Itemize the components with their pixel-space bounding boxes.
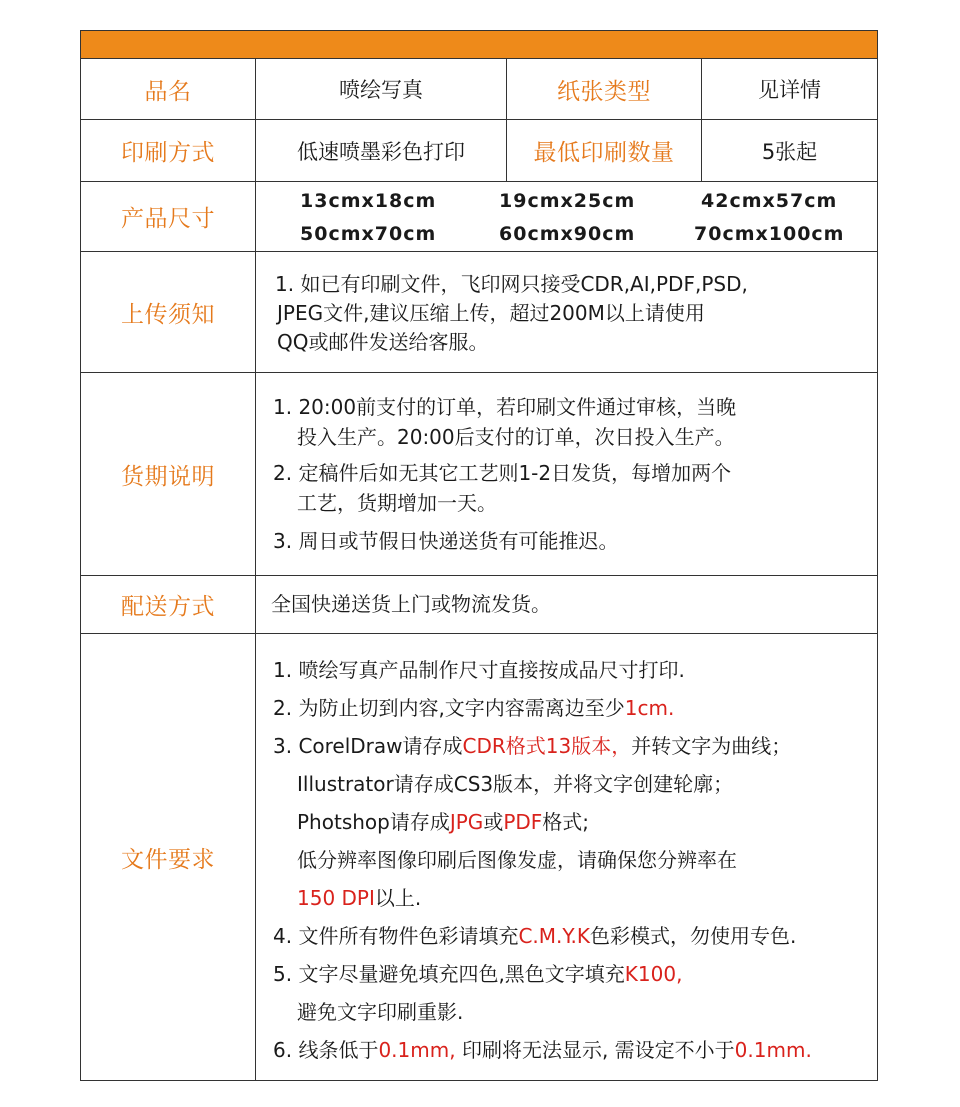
- size-item: 42cmx57cm: [701, 190, 838, 212]
- label-delivery-time: 货期说明: [121, 463, 215, 490]
- label-print-method: 印刷方式: [121, 140, 215, 166]
- row-sizes: [81, 182, 877, 252]
- size-item: 13cmx18cm: [300, 190, 437, 212]
- file-req-line: 6. 线条低于0.1mm, 印刷将无法显示, 需设定不小于0.1mm.: [273, 1038, 812, 1062]
- row-upload-notes: [81, 252, 877, 373]
- delivery-line: 1. 20:00前支付的订单，若印刷文件通过审核，当晚: [273, 395, 737, 419]
- delivery-line: 工艺，货期增加一天。: [297, 491, 497, 515]
- row-shipping: [81, 576, 877, 634]
- size-item: 60cmx90cm: [499, 223, 636, 245]
- file-req-line: 1. 喷绘写真产品制作尺寸直接按成品尺寸打印.: [273, 658, 685, 682]
- file-req-line: Photshop请存成JPG或PDF格式;: [297, 810, 590, 834]
- label-sizes: 产品尺寸: [121, 206, 215, 232]
- file-req-line: Illustrator请存成CS3版本，并将文字创建轮廓；: [297, 772, 734, 796]
- label-shipping: 配送方式: [121, 594, 215, 620]
- sizes-cell: [255, 182, 877, 251]
- product-info-table: [80, 30, 878, 1081]
- file-requirements-cell: [255, 634, 877, 1080]
- delivery-line: 投入生产。20:00后支付的订单，次日投入生产。: [297, 425, 735, 449]
- delivery-line: 3. 周日或节假日快递送货有可能推迟。: [273, 529, 619, 553]
- file-req-line: 150 DPI以上.: [297, 886, 422, 910]
- upload-line: QQ或邮件发送给客服。: [277, 330, 489, 354]
- upload-notes-cell: [255, 252, 877, 372]
- file-req-line: 避免文字印刷重影.: [297, 1000, 464, 1024]
- row-product-name: [81, 59, 877, 120]
- file-req-line: 低分辨率图像印刷后图像发虚，请确保您分辨率在: [297, 848, 737, 872]
- header-bar: [81, 31, 877, 59]
- row-file-requirements: [81, 634, 877, 1080]
- value-paper-type: 见详情: [701, 59, 877, 119]
- label-min-quantity: 最低印刷数量: [506, 120, 701, 181]
- row-print-method: [81, 120, 877, 182]
- label-product-name: 品名: [144, 78, 192, 105]
- shipping-text: 全国快递送货上门或物流发货。: [271, 592, 551, 616]
- upload-line: JPEG文件,建议压缩上传，超过200M以上请使用: [277, 301, 705, 325]
- file-req-line: 2. 为防止切到内容,文字内容需离边至少1cm.: [273, 696, 675, 720]
- shipping-cell: [255, 576, 877, 633]
- label-upload-notes: 上传须知: [121, 301, 215, 328]
- delivery-line: 2. 定稿件后如无其它工艺则1-2日发货，每增加两个: [273, 461, 732, 485]
- value-product-name: 喷绘写真: [255, 59, 506, 119]
- value-print-method: 低速喷墨彩色打印: [255, 120, 506, 181]
- file-req-line: 5. 文字尽量避免填充四色,黑色文字填充K100,: [273, 962, 683, 986]
- delivery-time-cell: [255, 373, 877, 575]
- size-item: 19cmx25cm: [499, 190, 636, 212]
- label-file-requirements: 文件要求: [121, 846, 215, 873]
- row-delivery-time: [81, 373, 877, 576]
- size-item: 70cmx100cm: [694, 223, 845, 245]
- size-item: 50cmx70cm: [300, 223, 437, 245]
- upload-line: 1. 如已有印刷文件，飞印网只接受CDR,AI,PDF,PSD,: [275, 272, 748, 296]
- file-req-line: 4. 文件所有物件色彩请填充C.M.Y.K色彩模式，勿使用专色.: [273, 924, 797, 948]
- label-paper-type: 纸张类型: [506, 59, 701, 119]
- file-req-line: 3. CorelDraw请存成CDR格式13版本，并转文字为曲线；: [273, 734, 792, 758]
- value-min-quantity: 5张起: [701, 120, 877, 181]
